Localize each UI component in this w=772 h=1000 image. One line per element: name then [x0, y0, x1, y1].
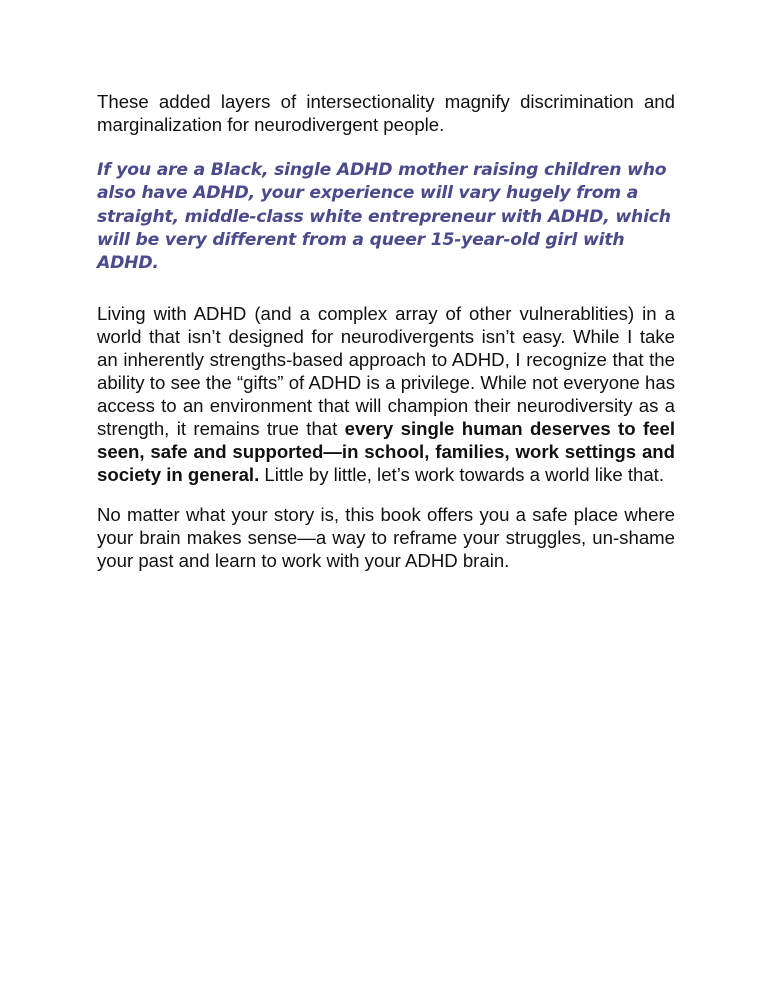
- paragraph-living-with-adhd-ending: Little by little, let’s work towards a world like that.: [259, 464, 664, 486]
- paragraph-intersectionality: These added layers of intersectionality magnify discrimination and marginalization for neurodivergent people.: [97, 91, 675, 135]
- pull-quote: If you are a Black, single ADHD mother raising children who also have ADHD, your experience will vary hugely from a straight, middle-class white entrepreneur with ADHD, which will be very different from a queer 15-year-old girl with ADHD.: [97, 160, 671, 274]
- paragraph-safe-place: No matter what your story is, this book offers you a safe place where your brain makes sense—a way to reframe your struggles, un-shame your past and learn to work with your ADHD brain.: [97, 504, 675, 572]
- page-content: [97, 90, 675, 572]
- paragraph-living-with-adhd-text: Living with ADHD (and a complex array of other vulnerablities) in a world that isn’t designed for neurodivergents isn’t easy. While I take an inherently strengths-based approach to ADHD, I recognize that the ability to see the “gifts” of ADHD is a privilege. While not everyone has access to an environment that will champion their neurodiversity as a strength, it remains true that: [97, 303, 675, 440]
- bold-emphasis-text: every single human deserves to feel seen, safe and supported—in school, families, work settings and society in general.: [97, 418, 675, 486]
- paragraph-living-with-adhd: [97, 302, 675, 486]
